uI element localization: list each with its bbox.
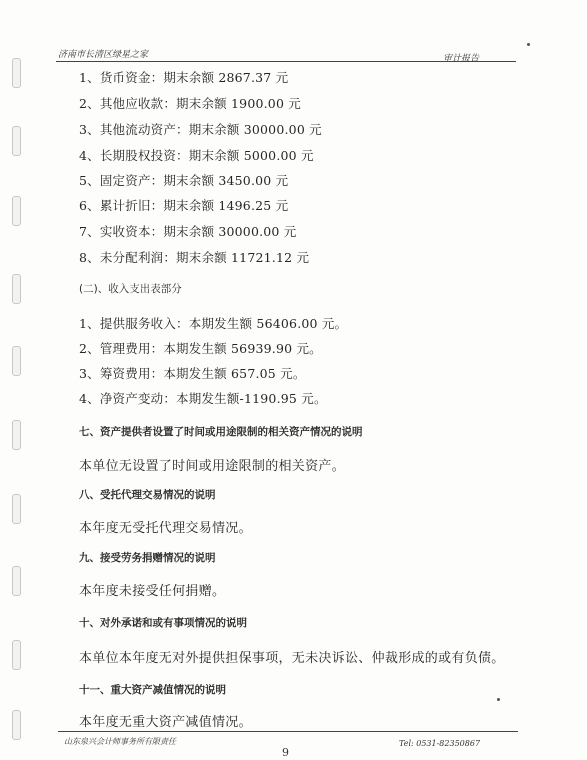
section-text: 本单位本年度无对外提供担保事项，无未决诉讼、仲裁形成的或有负债。 <box>79 651 505 666</box>
header-organization: 济南市长清区绿星之家 <box>58 50 149 60</box>
binding-mark <box>12 640 21 670</box>
binding-mark <box>12 566 21 596</box>
asset-item: 3、其他流动资产：期末余额 30000.00 元 <box>79 122 322 137</box>
binding-mark <box>12 126 21 156</box>
income-item: 4、净资产变动：本期发生额-1190.95 元。 <box>79 391 327 406</box>
section-heading: 十、对外承诺和或有事项情况的说明 <box>79 617 247 629</box>
asset-item: 7、实收资本：期末余额 30000.00 元 <box>79 224 297 239</box>
income-section-heading: (二)、收入支出表部分 <box>79 283 182 295</box>
income-item: 3、筹资费用：本期发生额 657.05 元。 <box>79 366 306 381</box>
page-number: 9 <box>282 746 289 759</box>
footer-rule <box>58 731 518 732</box>
header-rule <box>56 61 516 62</box>
binding-mark <box>12 274 21 304</box>
section-heading: 十一、重大资产减值情况的说明 <box>79 684 226 696</box>
scan-speck <box>497 698 500 701</box>
section-text: 本单位无设置了时间或用途限制的相关资产。 <box>79 459 346 474</box>
section-heading: 九、接受劳务捐赠情况的说明 <box>79 552 216 564</box>
section-heading: 七、资产提供者设置了时间或用途限制的相关资产情况的说明 <box>79 426 363 438</box>
section-text: 本年度无受托代理交易情况。 <box>79 521 252 536</box>
income-item: 1、提供服务收入：本期发生额 56406.00 元。 <box>79 316 348 331</box>
binding-mark <box>12 494 21 524</box>
binding-mark <box>12 196 21 226</box>
section-heading: 八、受托代理交易情况的说明 <box>79 489 216 501</box>
asset-item: 4、长期股权投资：期末余额 5000.00 元 <box>79 148 314 163</box>
footer-telephone: Tel: 0531-82350867 <box>399 739 481 748</box>
section-text: 本年度无重大资产减值情况。 <box>79 715 252 730</box>
asset-item: 5、固定资产：期末余额 3450.00 元 <box>79 173 289 188</box>
binding-mark <box>12 346 21 376</box>
footer-firm-name: 山东泉兴会计师事务所有限责任 <box>64 737 176 746</box>
scan-speck <box>527 43 530 46</box>
binding-mark <box>12 58 21 88</box>
income-item: 2、管理费用：本期发生额 56939.90 元。 <box>79 341 322 356</box>
asset-item: 6、累计折旧：期末余额 1496.25 元 <box>79 198 289 213</box>
binding-mark <box>12 420 21 450</box>
asset-item: 2、其他应收款：期末余额 1900.00 元 <box>79 96 301 111</box>
header-report-title: 审计报告 <box>443 54 480 64</box>
asset-item: 8、未分配利润：期末余额 11721.12 元 <box>79 250 310 265</box>
section-text: 本年度未接受任何捐赠。 <box>79 584 226 599</box>
binding-mark <box>12 710 21 740</box>
asset-item: 1、货币资金：期末余额 2867.37 元 <box>79 70 289 85</box>
